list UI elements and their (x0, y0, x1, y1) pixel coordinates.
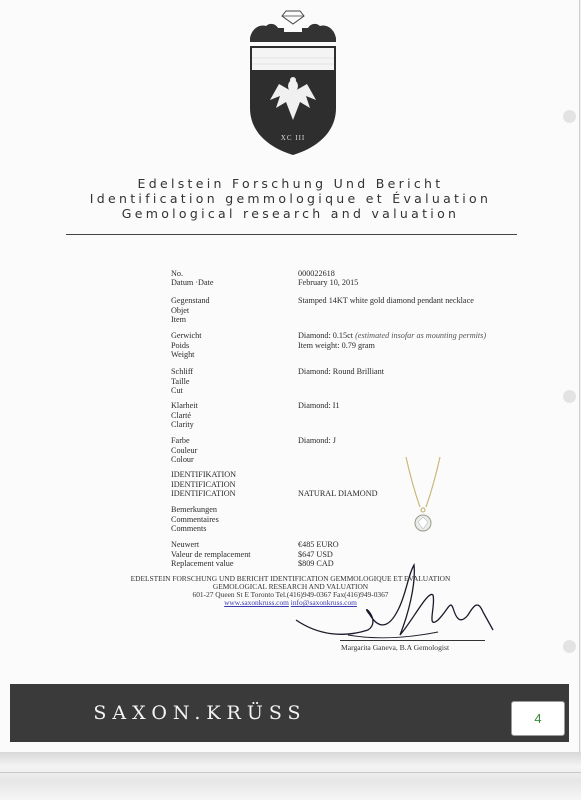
title-german: Edelstein Forschung Und Bericht (137, 176, 444, 191)
item-weight-value: Item weight: 0.79 gram (298, 340, 375, 350)
number-label: No. (171, 269, 184, 278)
colour-label-fr: Couleur (171, 445, 198, 455)
weight-label-fr: Poids (171, 340, 190, 350)
cut-value: Diamond: Round Brilliant (298, 367, 384, 376)
date-label: Datum ·Date (171, 278, 214, 287)
signer-name: Margarita Ganeva, B.A Gemologist (341, 643, 450, 652)
identification-label-en: IDENTIFICATION (171, 489, 236, 498)
item-label-fr: Objet (171, 305, 190, 315)
identification-label-de: IDENTIFIKATION (171, 470, 237, 479)
value-label-de: Neuwert (171, 540, 200, 549)
signature-line (340, 640, 485, 641)
punch-hole (563, 640, 576, 653)
value-label-en: Replacement value (171, 559, 234, 568)
clarity-value: Diamond: I1 (298, 401, 340, 410)
cut-label-de: Schliff (171, 367, 194, 376)
title-english: Gemological research and valuation (121, 206, 460, 221)
email-link[interactable]: info@saxonkruss.com (290, 598, 357, 607)
number-value: 000022618 (298, 269, 335, 278)
item-label-de: Gegenstand (171, 296, 210, 305)
crest-text: XC III (280, 134, 306, 142)
identification-label-fr: IDENTIFICATION (171, 479, 236, 489)
value-label-fr: Valeur de remplacement (171, 549, 251, 559)
pendant-photo (400, 455, 448, 545)
weight-label-de: Gerwicht (171, 331, 202, 340)
clarity-label-fr: Clarté (171, 410, 192, 420)
weight-label-en: Weight (171, 350, 195, 359)
plastic-sleeve (0, 752, 581, 800)
sleeve-edge (0, 772, 581, 773)
footer-line-3: 601-27 Queen St E Toronto Tel.(416)949-0367 Fax(416)949-0367 (192, 590, 389, 599)
weight-value (298, 331, 486, 341)
footer-line-2: GEMOLOGICAL RESEARCH AND VALUATION (212, 582, 369, 591)
value-euro: €485 EURO (298, 540, 339, 549)
footer-line-1: EDELSTEIN FORSCHUNG UND BERICHT IDENTIFICATION GEMMOLOGIQUE ET EVALUATION (130, 574, 451, 583)
date-value: February 10, 2015 (298, 278, 359, 287)
page-number-badge: 4 (511, 701, 565, 736)
clarity-label-de: Klarheit (171, 401, 198, 410)
brand-logo: SAXON.KRÜSS (93, 702, 307, 724)
colour-value: Diamond: J (298, 436, 336, 445)
item-label-en: Item (171, 315, 187, 324)
crest-shield-icon (246, 8, 340, 158)
punch-hole (563, 110, 576, 123)
cut-label-en: Cut (171, 386, 183, 395)
weight-value-main: Diamond: 0.15ct (298, 331, 356, 340)
clarity-label-en: Clarity (171, 420, 194, 429)
comments-label-de: Bemerkungen (171, 505, 217, 514)
divider (66, 234, 517, 235)
handwritten-signature (288, 560, 498, 650)
punch-hole (563, 390, 576, 403)
cut-label-fr: Taille (171, 376, 190, 386)
value-usd: $647 USD (298, 549, 333, 559)
item-value: Stamped 14KT white gold diamond pendant necklace (298, 296, 474, 305)
colour-label-en: Colour (171, 455, 194, 464)
identification-value: NATURAL DIAMOND (298, 489, 378, 498)
comments-label-fr: Commentaires (171, 514, 219, 524)
title-french: Identification gemmologique et Évaluation (89, 191, 492, 206)
value-cad: $809 CAD (298, 559, 334, 568)
colour-label-de: Farbe (171, 436, 190, 445)
weight-value-note: (estimated insofar as mounting permits) (355, 331, 487, 340)
website-link[interactable]: www.saxonkruss.com (224, 598, 289, 607)
comments-label-en: Comments (171, 524, 207, 533)
